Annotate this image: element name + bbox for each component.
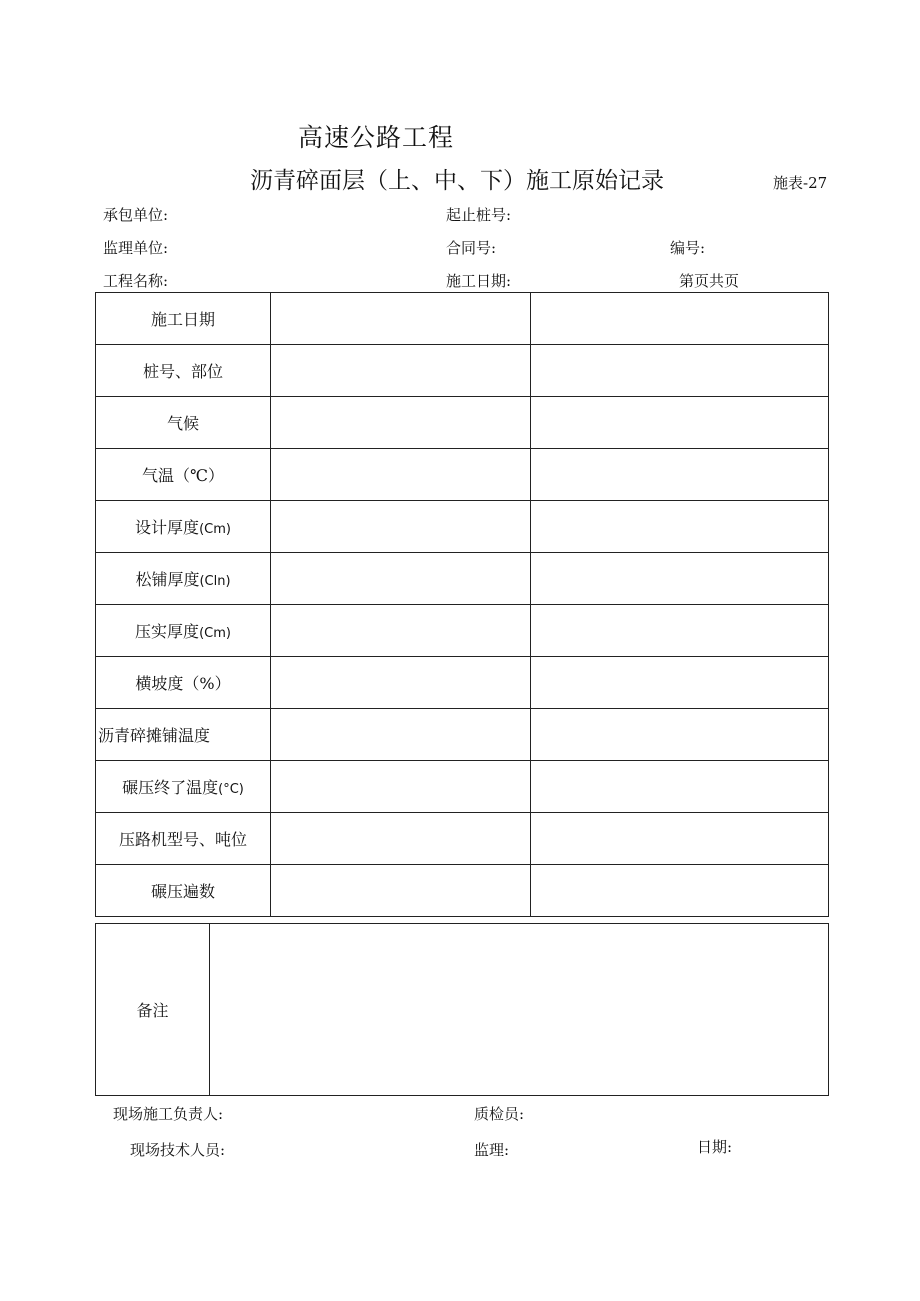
site-manager-label: 现场施工负责人: — [113, 1105, 224, 1123]
table-row — [96, 657, 829, 709]
row-label-text: 桩号、部位 — [142, 362, 223, 381]
entry-cell-2[interactable] — [531, 605, 829, 657]
record-table — [95, 292, 829, 917]
table-row — [96, 397, 829, 449]
entry-cell-2[interactable] — [531, 293, 829, 345]
table-row — [96, 293, 829, 345]
form-subtitle: 沥青碎面层（上、中、下）施工原始记录 — [250, 168, 664, 194]
row-label — [96, 813, 271, 865]
table-row — [96, 709, 829, 761]
entry-cell-2[interactable] — [531, 657, 829, 709]
table-row — [96, 345, 829, 397]
table-row — [96, 865, 829, 917]
row-label — [96, 501, 271, 553]
supervisor-unit-label: 监理单位: — [103, 239, 169, 257]
entry-cell-1[interactable] — [271, 293, 531, 345]
table-row — [96, 761, 829, 813]
table-row — [96, 813, 829, 865]
page-info: 第页共页 — [679, 272, 740, 290]
row-label — [96, 397, 271, 449]
station-range-label: 起止桩号: — [446, 206, 512, 224]
date-label: 日期: — [697, 1138, 733, 1156]
contractor-label: 承包单位: — [103, 206, 169, 224]
row-label — [96, 293, 271, 345]
project-name-label: 工程名称: — [103, 272, 169, 290]
entry-cell-1[interactable] — [271, 449, 531, 501]
row-label — [96, 709, 271, 761]
entry-cell-2[interactable] — [531, 345, 829, 397]
entry-cell-1[interactable] — [271, 553, 531, 605]
entry-cell-1[interactable] — [271, 501, 531, 553]
row-label-unit: (Cm) — [199, 626, 231, 641]
row-label-text: 碾压遍数 — [150, 882, 215, 901]
entry-cell-1[interactable] — [271, 345, 531, 397]
site-technician-label: 现场技术人员: — [130, 1141, 226, 1159]
row-label-text: 气候 — [166, 414, 199, 433]
row-label — [96, 657, 271, 709]
entry-cell-1[interactable] — [271, 865, 531, 917]
entry-cell-2[interactable] — [531, 553, 829, 605]
entry-cell-1[interactable] — [271, 813, 531, 865]
entry-cell-2[interactable] — [531, 709, 829, 761]
inspector-label: 质检员: — [474, 1105, 525, 1123]
row-label — [96, 761, 271, 813]
notes-table — [95, 923, 829, 1096]
notes-field[interactable] — [210, 924, 829, 1096]
entry-cell-1[interactable] — [271, 657, 531, 709]
row-label-text: 沥青碎摊铺温度 — [98, 726, 211, 745]
row-label — [96, 865, 271, 917]
entry-cell-1[interactable] — [271, 761, 531, 813]
entry-cell-1[interactable] — [271, 709, 531, 761]
row-label-text: 压实厚度 — [135, 622, 200, 641]
table-row — [96, 605, 829, 657]
table-row — [96, 501, 829, 553]
row-label-text: 施工日期 — [150, 310, 215, 329]
entry-cell-2[interactable] — [531, 449, 829, 501]
row-label — [96, 605, 271, 657]
form-title: 高速公路工程 — [298, 123, 455, 152]
entry-cell-1[interactable] — [271, 397, 531, 449]
construction-date-label: 施工日期: — [446, 272, 512, 290]
entry-cell-1[interactable] — [271, 605, 531, 657]
entry-cell-2[interactable] — [531, 813, 829, 865]
row-label-unit: (Cm) — [199, 522, 231, 537]
contract-number-label: 合同号: — [446, 239, 497, 257]
entry-cell-2[interactable] — [531, 865, 829, 917]
entry-cell-2[interactable] — [531, 761, 829, 813]
entry-cell-2[interactable] — [531, 501, 829, 553]
row-label — [96, 553, 271, 605]
notes-label: 备注 — [96, 924, 210, 1096]
row-label-unit: (°C) — [218, 782, 244, 797]
table-row — [96, 449, 829, 501]
form-number: 施表-27 — [773, 174, 828, 192]
row-label — [96, 345, 271, 397]
row-label-text: 碾压终了温度 — [122, 778, 219, 797]
row-label-text: 设计厚度 — [135, 518, 200, 537]
row-label-text: 压路机型号、吨位 — [118, 830, 247, 849]
row-label-text: 横坡度（%） — [135, 674, 231, 693]
row-label — [96, 449, 271, 501]
table-row — [96, 553, 829, 605]
row-label-text: 气温（℃） — [142, 466, 224, 485]
supervisor-label: 监理: — [474, 1141, 510, 1159]
row-label-unit: (Cln) — [199, 574, 231, 589]
serial-number-label: 编号: — [670, 239, 706, 257]
entry-cell-2[interactable] — [531, 397, 829, 449]
row-label-text: 松铺厚度 — [135, 570, 200, 589]
